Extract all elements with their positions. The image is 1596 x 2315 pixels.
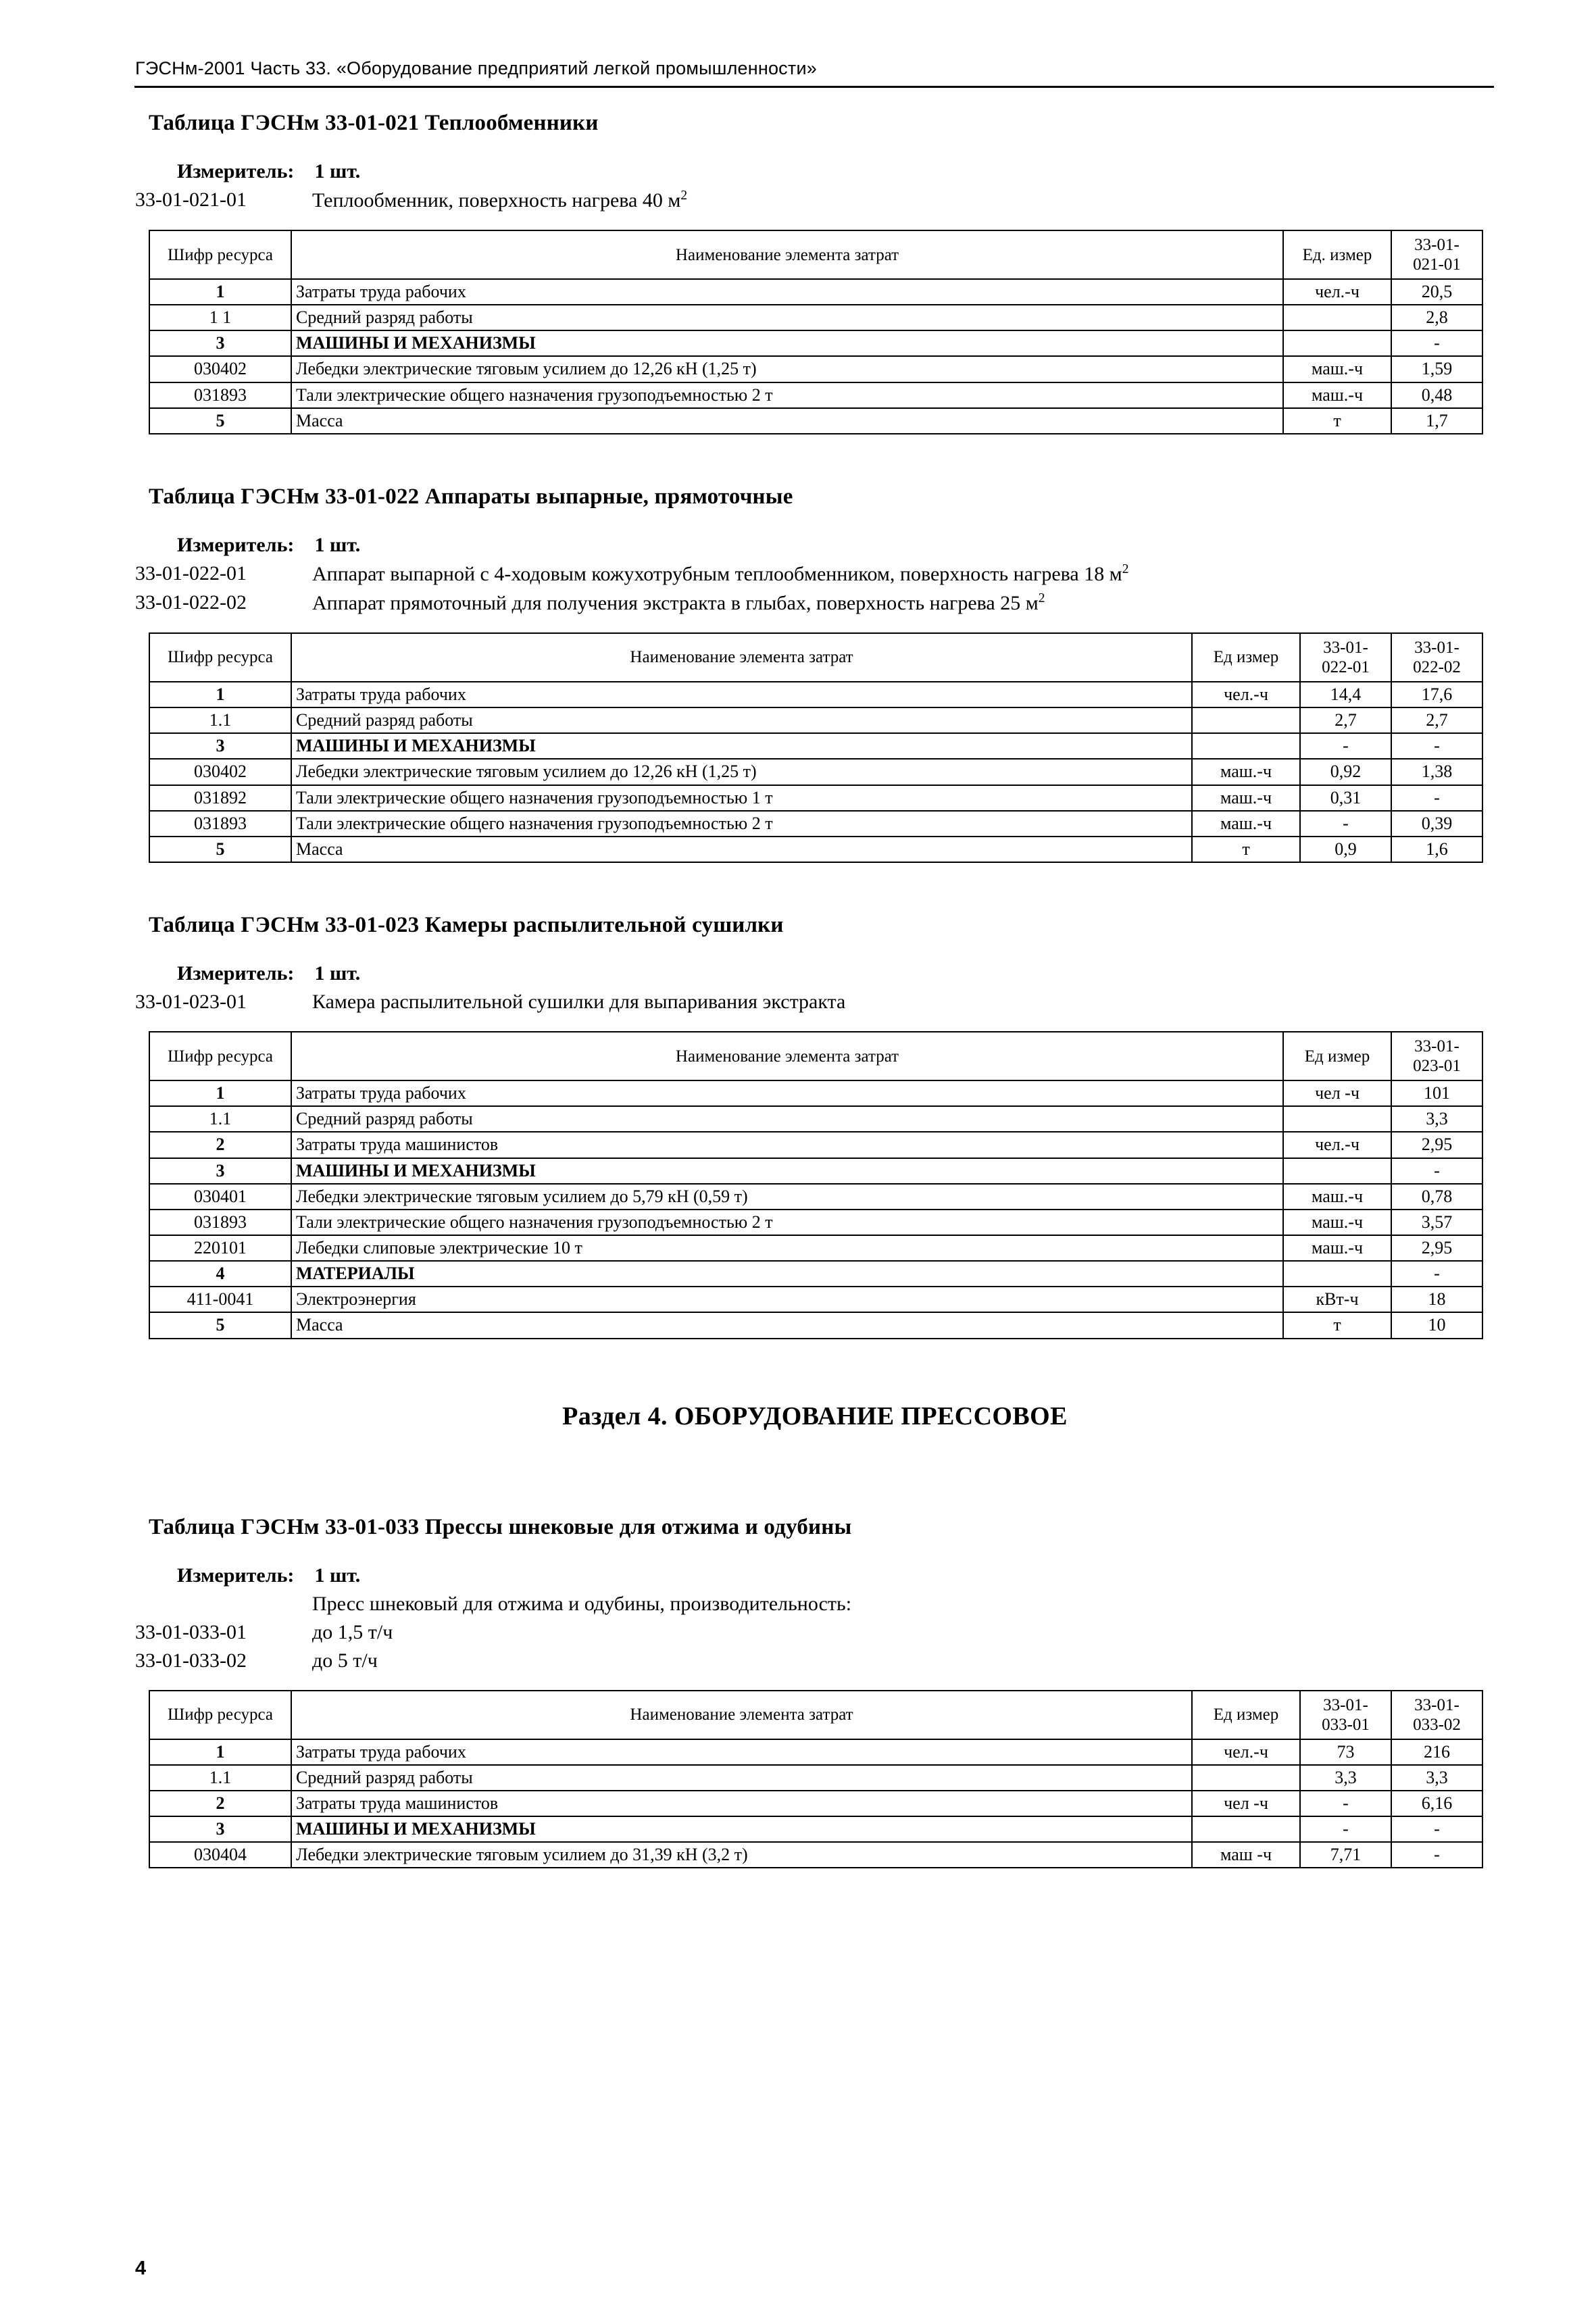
cell-unit: маш.-ч bbox=[1192, 785, 1300, 811]
cell-unit: маш.-ч bbox=[1283, 382, 1391, 408]
table-row bbox=[149, 305, 1482, 330]
cell-value-1: 101 bbox=[1391, 1080, 1482, 1106]
table-header-row bbox=[149, 1691, 1482, 1739]
item-description: до 5 т/ч bbox=[312, 1649, 378, 1672]
table-row bbox=[149, 1765, 1482, 1791]
table-row bbox=[149, 1842, 1482, 1868]
item-description: Аппарат прямоточный для получения экстракта в глыбах, поверхность нагрева 25 $м^2$ bbox=[312, 591, 1045, 614]
cell-value-1: - bbox=[1300, 733, 1391, 759]
cell-unit: маш.-ч bbox=[1283, 1210, 1391, 1235]
cell-unit: маш.-ч bbox=[1283, 1184, 1391, 1210]
table-row bbox=[149, 382, 1482, 408]
table-row bbox=[149, 1235, 1482, 1261]
measure-line bbox=[177, 1564, 1495, 1587]
cell-unit bbox=[1283, 1261, 1391, 1287]
cell-unit: маш -ч bbox=[1192, 1842, 1300, 1868]
document-content bbox=[135, 111, 1495, 1868]
table-row bbox=[149, 837, 1482, 862]
measure-value: 1 шт. bbox=[314, 160, 361, 182]
cell-code: 1 bbox=[149, 682, 291, 707]
table-row bbox=[149, 408, 1482, 434]
unit-superscript: 2 bbox=[1038, 591, 1045, 605]
cell-value-2: 17,6 bbox=[1391, 682, 1482, 707]
cell-code: 2 bbox=[149, 1132, 291, 1158]
cell-name: Лебедки электрические тяговым усилием до 12,26 кН (1,25 т) bbox=[291, 759, 1192, 785]
header-name: Наименование элемента затрат bbox=[291, 1032, 1283, 1080]
table-head bbox=[149, 1032, 1482, 1080]
cell-code: 220101 bbox=[149, 1235, 291, 1261]
header-value-1: 33-01- 022-01 bbox=[1300, 633, 1391, 682]
item-code: 33-01-033-01 bbox=[135, 1620, 247, 1643]
table-row bbox=[149, 356, 1482, 382]
cell-code: 1 1 bbox=[149, 305, 291, 330]
header-unit: Ед измер bbox=[1192, 633, 1300, 682]
table-row bbox=[149, 1106, 1482, 1132]
cell-value-1: 20,5 bbox=[1391, 279, 1482, 305]
cell-unit bbox=[1192, 1816, 1300, 1842]
cell-unit: чел -ч bbox=[1192, 1791, 1300, 1816]
table-row bbox=[149, 1261, 1482, 1287]
cell-code: 5 bbox=[149, 408, 291, 434]
cell-code: 030402 bbox=[149, 356, 291, 382]
header-unit: Ед. измер bbox=[1283, 230, 1391, 279]
cell-code: 5 bbox=[149, 1312, 291, 1338]
header-name: Наименование элемента затрат bbox=[291, 230, 1283, 279]
cell-unit bbox=[1283, 330, 1391, 356]
table-row bbox=[149, 1739, 1482, 1765]
cell-value-1: 10 bbox=[1391, 1312, 1482, 1338]
lead-line bbox=[135, 1593, 1495, 1616]
table-row bbox=[149, 1816, 1482, 1842]
cell-value-2: 216 bbox=[1391, 1739, 1482, 1765]
cell-value-1: 1,59 bbox=[1391, 356, 1482, 382]
table-body bbox=[149, 279, 1482, 434]
measure-line bbox=[177, 534, 1495, 557]
cell-value-1: - bbox=[1300, 811, 1391, 837]
cell-value-1: 0,78 bbox=[1391, 1184, 1482, 1210]
header-value-1: 33-01- 021-01 bbox=[1391, 230, 1482, 279]
cell-value-2: 6,16 bbox=[1391, 1791, 1482, 1816]
cell-unit bbox=[1192, 1765, 1300, 1791]
cell-name: МАШИНЫ И МЕХАНИЗМЫ bbox=[291, 330, 1283, 356]
cell-unit: кВт-ч bbox=[1283, 1287, 1391, 1312]
measure-value: 1 шт. bbox=[314, 1564, 361, 1587]
table-row bbox=[149, 811, 1482, 837]
measure-label: Измеритель: bbox=[177, 160, 295, 182]
measure-label: Измеритель: bbox=[177, 533, 295, 556]
item-line bbox=[135, 991, 1495, 1014]
table-head bbox=[149, 230, 1482, 279]
measure-value: 1 шт. bbox=[314, 533, 361, 556]
table-title: Таблица ГЭСНм 33-01-022 Аппараты выпарные, прямоточные bbox=[149, 484, 793, 509]
cell-code: 1.1 bbox=[149, 1106, 291, 1132]
cell-code: 1 bbox=[149, 279, 291, 305]
cell-value-1: 73 bbox=[1300, 1739, 1391, 1765]
cell-code: 1.1 bbox=[149, 1765, 291, 1791]
cell-value-2: - bbox=[1391, 785, 1482, 811]
cell-value-2: 2,7 bbox=[1391, 707, 1482, 733]
cell-value-1: 1,7 bbox=[1391, 408, 1482, 434]
cell-unit bbox=[1283, 305, 1391, 330]
cell-name: Тали электрические общего назначения грузоподъемностью 1 т bbox=[291, 785, 1192, 811]
table-row bbox=[149, 1132, 1482, 1158]
cell-unit: маш.-ч bbox=[1283, 356, 1391, 382]
cell-name: Масса bbox=[291, 837, 1192, 862]
table-row bbox=[149, 1158, 1482, 1184]
cell-value-1: - bbox=[1391, 1261, 1482, 1287]
cell-name: Затраты труда рабочих bbox=[291, 682, 1192, 707]
cell-value-2: - bbox=[1391, 1842, 1482, 1868]
cell-unit bbox=[1192, 733, 1300, 759]
cell-unit: чел.-ч bbox=[1192, 682, 1300, 707]
cell-value-1: 2,7 bbox=[1300, 707, 1391, 733]
table-row bbox=[149, 1080, 1482, 1106]
cell-name: МАТЕРИАЛЫ bbox=[291, 1261, 1283, 1287]
table-row bbox=[149, 1210, 1482, 1235]
item-description: Теплообменник, поверхность нагрева 40 $м^2$ bbox=[312, 189, 688, 211]
item-line bbox=[135, 189, 1495, 212]
table-body bbox=[149, 682, 1482, 862]
cell-name: Затраты труда рабочих bbox=[291, 279, 1283, 305]
header-value-2: 33-01- 033-02 bbox=[1391, 1691, 1482, 1739]
item-line bbox=[135, 1621, 1495, 1644]
header-unit: Ед измер bbox=[1283, 1032, 1391, 1080]
cell-unit: чел.-ч bbox=[1192, 1739, 1300, 1765]
header-code: Шифр ресурса bbox=[149, 633, 291, 682]
table-title: Таблица ГЭСНм 33-01-023 Камеры распылительной сушилки bbox=[149, 913, 784, 938]
measure-label: Измеритель: bbox=[177, 962, 295, 985]
table-row bbox=[149, 1287, 1482, 1312]
measure-label: Измеритель: bbox=[177, 1564, 295, 1587]
cell-unit: т bbox=[1283, 408, 1391, 434]
cell-code: 031893 bbox=[149, 382, 291, 408]
item-code: 33-01-033-02 bbox=[135, 1649, 247, 1672]
cell-name: Затраты труда рабочих bbox=[291, 1080, 1283, 1106]
table-row bbox=[149, 1312, 1482, 1338]
cell-name: Средний разряд работы bbox=[291, 707, 1192, 733]
cell-value-2: 3,3 bbox=[1391, 1765, 1482, 1791]
item-line bbox=[135, 562, 1495, 586]
resource-table bbox=[149, 230, 1483, 434]
cell-name: Масса bbox=[291, 1312, 1283, 1338]
resource-table bbox=[149, 632, 1483, 863]
header-code: Шифр ресурса bbox=[149, 1691, 291, 1739]
cell-value-1: 0,92 bbox=[1300, 759, 1391, 785]
lead-spacer bbox=[135, 1593, 312, 1616]
measure-line bbox=[177, 962, 1495, 985]
cell-code: 5 bbox=[149, 837, 291, 862]
cell-value-1: 2,95 bbox=[1391, 1132, 1482, 1158]
cell-unit bbox=[1283, 1158, 1391, 1184]
cell-value-1: 0,31 bbox=[1300, 785, 1391, 811]
measure-value: 1 шт. bbox=[314, 962, 361, 985]
cell-code: 030402 bbox=[149, 759, 291, 785]
item-line bbox=[135, 591, 1495, 615]
header-code: Шифр ресурса bbox=[149, 230, 291, 279]
cell-code: 4 bbox=[149, 1261, 291, 1287]
cell-name: Затраты труда машинистов bbox=[291, 1791, 1192, 1816]
item-description: Аппарат выпарной с 4-ходовым кожухотрубным теплообменником, поверхность нагрева 18 $м^2$ bbox=[312, 562, 1129, 585]
cell-value-2: 1,38 bbox=[1391, 759, 1482, 785]
item-description: Камера распылительной сушилки для выпаривания экстракта bbox=[312, 991, 846, 1014]
cell-value-1: 2,95 bbox=[1391, 1235, 1482, 1261]
cell-name: Средний разряд работы bbox=[291, 1765, 1192, 1791]
cell-code: 031893 bbox=[149, 1210, 291, 1235]
cell-value-2: - bbox=[1391, 733, 1482, 759]
cell-code: 3 bbox=[149, 733, 291, 759]
table-head bbox=[149, 633, 1482, 682]
table-row bbox=[149, 1791, 1482, 1816]
cell-code: 3 bbox=[149, 1816, 291, 1842]
cell-code: 3 bbox=[149, 1158, 291, 1184]
header-code: Шифр ресурса bbox=[149, 1032, 291, 1080]
table-header-row bbox=[149, 230, 1482, 279]
cell-value-1: 14,4 bbox=[1300, 682, 1391, 707]
cell-code: 031892 bbox=[149, 785, 291, 811]
cell-name: Масса bbox=[291, 408, 1283, 434]
header-value-2: 33-01- 022-02 bbox=[1391, 633, 1482, 682]
cell-code: 3 bbox=[149, 330, 291, 356]
cell-value-1: 18 bbox=[1391, 1287, 1482, 1312]
header-value-1: 33-01- 023-01 bbox=[1391, 1032, 1482, 1080]
cell-name: МАШИНЫ И МЕХАНИЗМЫ bbox=[291, 1816, 1192, 1842]
cell-code: 030401 bbox=[149, 1184, 291, 1210]
cell-value-1: 2,8 bbox=[1391, 305, 1482, 330]
table-body bbox=[149, 1739, 1482, 1868]
cell-name: Лебедки слиповые электрические 10 т bbox=[291, 1235, 1283, 1261]
header-value-1: 33-01- 033-01 bbox=[1300, 1691, 1391, 1739]
cell-code: 2 bbox=[149, 1791, 291, 1816]
cell-unit: чел.-ч bbox=[1283, 279, 1391, 305]
header-name: Наименование элемента затрат bbox=[291, 633, 1192, 682]
cell-unit bbox=[1192, 707, 1300, 733]
cell-name: МАШИНЫ И МЕХАНИЗМЫ bbox=[291, 733, 1192, 759]
item-code: 33-01-022-01 bbox=[135, 562, 247, 584]
cell-value-1: 0,48 bbox=[1391, 382, 1482, 408]
cell-name: Лебедки электрические тяговым усилием до 31,39 кН (3,2 т) bbox=[291, 1842, 1192, 1868]
table-row bbox=[149, 707, 1482, 733]
cell-value-1: - bbox=[1300, 1791, 1391, 1816]
section-title: Раздел 4. ОБОРУДОВАНИЕ ПРЕССОВОЕ bbox=[562, 1401, 1068, 1430]
measure-line bbox=[177, 160, 1495, 183]
cell-unit: т bbox=[1283, 1312, 1391, 1338]
unit-superscript: 2 bbox=[1122, 562, 1129, 576]
item-code: 33-01-022-02 bbox=[135, 591, 247, 614]
cell-unit: маш.-ч bbox=[1192, 759, 1300, 785]
table-head bbox=[149, 1691, 1482, 1739]
cell-name: Тали электрические общего назначения грузоподъемностью 2 т bbox=[291, 811, 1192, 837]
table-header-row bbox=[149, 633, 1482, 682]
cell-unit: чел -ч bbox=[1283, 1080, 1391, 1106]
table-row bbox=[149, 1184, 1482, 1210]
header-name: Наименование элемента затрат bbox=[291, 1691, 1192, 1739]
item-description: до 1,5 т/ч bbox=[312, 1620, 393, 1643]
page-header: ГЭСНм-2001 Часть 33. «Оборудование предприятий легкой промышленности» bbox=[135, 58, 817, 78]
lead-text: Пресс шнековый для отжима и одубины, производительность: bbox=[312, 1592, 852, 1615]
cell-name: Лебедки электрические тяговым усилием до 12,26 кН (1,25 т) bbox=[291, 356, 1283, 382]
cell-value-1: 3,57 bbox=[1391, 1210, 1482, 1235]
cell-code: 1 bbox=[149, 1080, 291, 1106]
cell-value-1: 7,71 bbox=[1300, 1842, 1391, 1868]
cell-code: 411-0041 bbox=[149, 1287, 291, 1312]
cell-name: Затраты труда рабочих bbox=[291, 1739, 1192, 1765]
cell-value-1: - bbox=[1391, 330, 1482, 356]
cell-unit bbox=[1283, 1106, 1391, 1132]
cell-name: Тали электрические общего назначения грузоподъемностью 2 т bbox=[291, 1210, 1283, 1235]
page-number: 4 bbox=[135, 2258, 147, 2279]
table-row bbox=[149, 330, 1482, 356]
item-code: 33-01-021-01 bbox=[135, 189, 247, 211]
cell-code: 031893 bbox=[149, 811, 291, 837]
cell-name: Средний разряд работы bbox=[291, 1106, 1283, 1132]
cell-value-2: 1,6 bbox=[1391, 837, 1482, 862]
header-unit: Ед измер bbox=[1192, 1691, 1300, 1739]
item-code: 33-01-023-01 bbox=[135, 991, 247, 1014]
cell-name: Лебедки электрические тяговым усилием до 5,79 кН (0,59 т) bbox=[291, 1184, 1283, 1210]
cell-unit: маш.-ч bbox=[1192, 811, 1300, 837]
cell-unit: т bbox=[1192, 837, 1300, 862]
cell-value-1: 0,9 bbox=[1300, 837, 1391, 862]
cell-value-2: 0,39 bbox=[1391, 811, 1482, 837]
cell-name: Затраты труда машинистов bbox=[291, 1132, 1283, 1158]
table-title: Таблица ГЭСНм 33-01-033 Прессы шнековые для отжима и одубины bbox=[149, 1514, 852, 1539]
table-body bbox=[149, 1080, 1482, 1339]
cell-code: 030404 bbox=[149, 1842, 291, 1868]
table-row bbox=[149, 785, 1482, 811]
cell-value-1: - bbox=[1300, 1816, 1391, 1842]
table-row bbox=[149, 682, 1482, 707]
cell-unit: чел.-ч bbox=[1283, 1132, 1391, 1158]
cell-value-1: 3,3 bbox=[1391, 1106, 1482, 1132]
table-row bbox=[149, 733, 1482, 759]
cell-unit: маш.-ч bbox=[1283, 1235, 1391, 1261]
header-divider bbox=[134, 86, 1494, 88]
cell-code: 1.1 bbox=[149, 707, 291, 733]
cell-name: Тали электрические общего назначения грузоподъемностью 2 т bbox=[291, 382, 1283, 408]
table-title: Таблица ГЭСНм 33-01-021 Теплообменники bbox=[149, 111, 599, 135]
cell-value-1: 3,3 bbox=[1300, 1765, 1391, 1791]
unit-superscript: 2 bbox=[680, 189, 688, 203]
table-row bbox=[149, 759, 1482, 785]
resource-table bbox=[149, 1031, 1483, 1339]
cell-name: МАШИНЫ И МЕХАНИЗМЫ bbox=[291, 1158, 1283, 1184]
cell-value-2: - bbox=[1391, 1816, 1482, 1842]
table-header-row bbox=[149, 1032, 1482, 1080]
cell-name: Электроэнергия bbox=[291, 1287, 1283, 1312]
spacer bbox=[135, 1431, 1495, 1465]
table-row bbox=[149, 279, 1482, 305]
cell-code: 1 bbox=[149, 1739, 291, 1765]
cell-name: Средний разряд работы bbox=[291, 305, 1283, 330]
resource-table bbox=[149, 1690, 1483, 1869]
item-line bbox=[135, 1649, 1495, 1672]
cell-value-1: - bbox=[1391, 1158, 1482, 1184]
